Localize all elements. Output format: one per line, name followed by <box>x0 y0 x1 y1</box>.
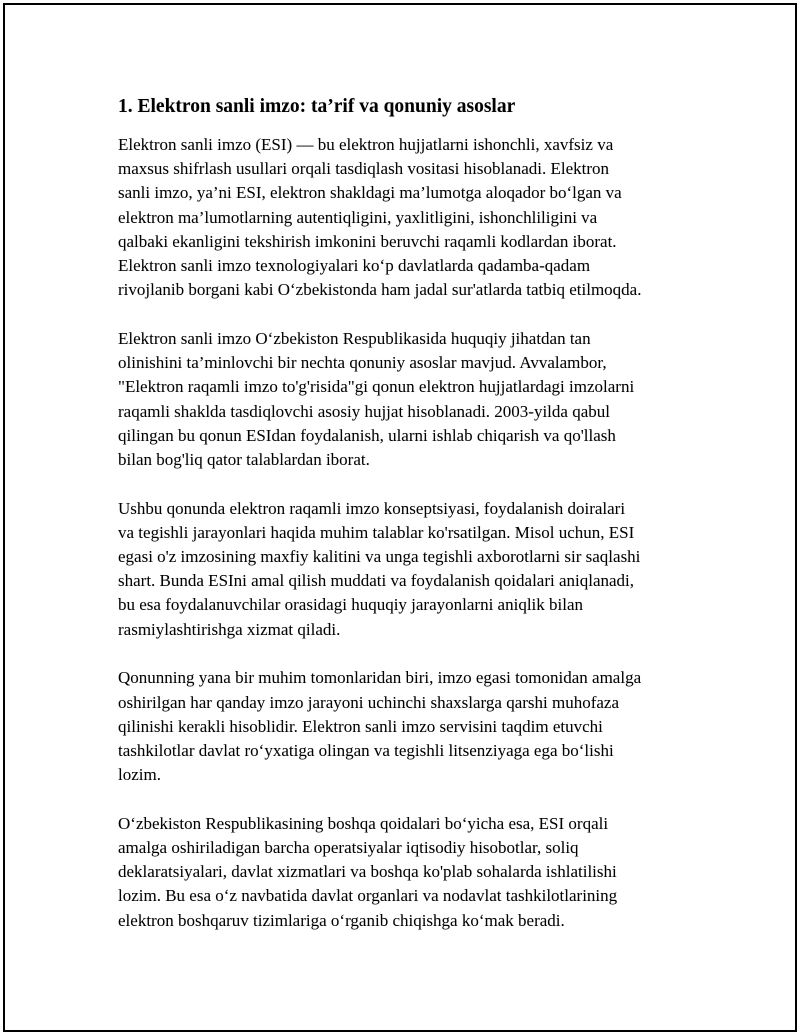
document-body <box>118 93 693 957</box>
section-heading: 1. Elektron sanli imzo: ta’rif va qonuniy asoslar <box>118 96 516 117</box>
paragraph-line: Qonunning yana bir muhim tomonlaridan biri, imzo egasi tomonidan amalga <box>118 668 642 688</box>
paragraph-line: bu esa foydalanuvchilar orasidagi huquqiy jarayonlarni aniqlik bilan <box>118 595 584 615</box>
paragraph-line: Elektron sanli imzo texnologiyalari ko‘p davlatlarda qadamba-qadam <box>118 256 591 276</box>
paragraph-5 <box>118 812 693 933</box>
paragraph-line: Elektron sanli imzo O‘zbekiston Respublikasida huquqiy jihatdan tan <box>118 328 591 348</box>
paragraph-line: qilinishi kerakli hisoblidir. Elektron sanli imzo servisini taqdim etuvchi <box>118 716 603 736</box>
paragraph-line: rivojlanib borgani kabi O‘zbekistonda ham jadal sur'atlarda tatbiq etilmoqda. <box>118 280 642 300</box>
paragraph-line: raqamli shaklda tasdiqlovchi asosiy hujjat hisoblanadi. 2003-yilda qabul <box>118 401 610 421</box>
paragraph-line: lozim. Bu esa o‘z navbatida davlat organlari va nodavlat tashkilotlarining <box>118 886 618 906</box>
paragraph-line: bilan bog'liq qator talablardan iborat. <box>118 449 370 469</box>
paragraph-4 <box>118 666 693 787</box>
paragraph-3 <box>118 497 693 642</box>
paragraph-line: lozim. <box>118 765 161 785</box>
paragraph-line: qalbaki ekanligini tekshirish imkonini beruvchi raqamli kodlardan iborat. <box>118 231 617 251</box>
paragraph-line: elektron ma’lumotlarning autentiqligini, yaxlitligini, ishonchliligini va <box>118 207 598 227</box>
paragraph-line: qilingan bu qonun ESIdan foydalanish, ularni ishlab chiqarish va qo'llash <box>118 425 616 445</box>
paragraph-line: Ushbu qonunda elektron raqamli imzo konseptsiyasi, foydalanish doiralari <box>118 498 626 518</box>
paragraph-line: amalga oshiriladigan barcha operatsiyalar iqtisodiy hisobotlar, soliq <box>118 838 579 858</box>
paragraph-line: tashkilotlar davlat ro‘yxatiga olingan va tegishli litsenziyaga ega bo‘lishi <box>118 740 614 760</box>
paragraph-line: elektron boshqaruv tizimlariga o‘rganib chiqishga ko‘mak beradi. <box>118 910 565 930</box>
paragraph-line: Elektron sanli imzo (ESI) — bu elektron hujjatlarni ishonchli, xavfsiz va <box>118 135 614 154</box>
paragraph-line: O‘zbekiston Respublikasining boshqa qoidalari bo‘yicha esa, ESI orqali <box>118 813 609 833</box>
paragraph-line: oshirilgan har qanday imzo jarayoni uchinchi shaxslarga qarshi muhofaza <box>118 692 620 712</box>
paragraph-2 <box>118 327 693 472</box>
paragraph-line: rasmiylashtirishga xizmat qiladi. <box>118 619 341 639</box>
paragraph-line: maxsus shifrlash usullari orqali tasdiqlash vositasi hisoblanadi. Elektron <box>118 159 610 179</box>
paragraph-line: va tegishli jarayonlari haqida muhim talablar ko'rsatilgan. Misol uchun, ESI <box>118 522 635 542</box>
paragraph-line: "Elektron raqamli imzo to'g'risida"gi qonun elektron hujjatlardagi imzolarni <box>118 377 635 397</box>
paragraph-line: shart. Bunda ESIni amal qilish muddati va foydalanish qoidalari aniqlanadi, <box>118 571 635 591</box>
paragraph-line: egasi o'z imzosining maxfiy kalitini va unga tegishli axborotlarni sir saqlashi <box>118 547 641 567</box>
paragraph-line: sanli imzo, ya’ni ESI, elektron shakldagi ma’lumotga aloqador bo‘lgan va <box>118 183 622 203</box>
paragraph-line: olinishini ta’minlovchi bir nechta qonuniy asoslar mavjud. Avvalambor, <box>118 353 607 373</box>
paragraph-1 <box>118 133 693 302</box>
paragraph-line: deklaratsiyalari, davlat xizmatlari va boshqa ko'plab sohalarda ishlatilishi <box>118 862 617 882</box>
